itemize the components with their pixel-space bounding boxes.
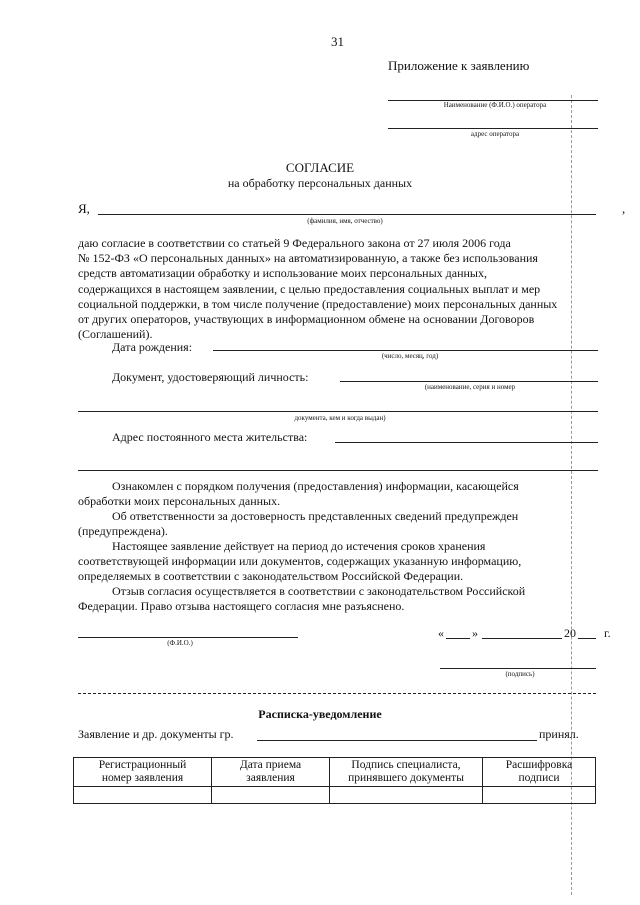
signature-caption: (подпись) (505, 670, 535, 678)
para-line: обработки моих персональных данных. (78, 494, 281, 509)
para-line: Ознакомлен с порядком получения (предоставления) информации, касающейся (112, 479, 519, 493)
para-line: (предупреждена). (78, 524, 168, 539)
id-document-caption: (наименование, серия и номер (424, 383, 516, 391)
address-label: Адрес постоянного места жительства: (112, 430, 308, 444)
id-document-line (340, 381, 598, 382)
date-month-line (482, 638, 562, 639)
comma: , (622, 201, 626, 216)
appendix-title: Приложение к заявлению (388, 58, 530, 73)
receipt-accepted: принял. (539, 727, 579, 741)
date-day-line (446, 638, 470, 639)
para-line: определяемых в соответствии с законодательством Российской Федерации. (78, 569, 464, 584)
table-header-row (74, 758, 596, 787)
receipt-title: Расписка-уведомление (258, 707, 382, 721)
validity-paragraph (78, 539, 598, 585)
para-line: Отзыв согласия осуществляется в соответствии с законодательством Российской (112, 584, 526, 598)
document-subtitle: на обработку персональных данных (227, 176, 413, 190)
acknowledgement-paragraph (78, 479, 598, 509)
table-cell (330, 787, 483, 804)
table-cell (74, 787, 212, 804)
birth-date-caption: (число, месяц, год) (381, 352, 439, 360)
header-date: Дата приема заявления (212, 758, 330, 787)
date-year-prefix: 20 (564, 626, 576, 640)
cut-line (78, 693, 596, 694)
date-year-suffix: г. (604, 626, 611, 640)
para-line: Федерации. Право отзыва настоящего согласия мне разъяснено. (78, 599, 405, 614)
full-name-line (98, 214, 596, 215)
header-decoding: Расшифровка подписи (483, 758, 596, 787)
para-line: соответствующей информации или документов, содержащих указанную информацию, (78, 554, 522, 569)
table-cell (483, 787, 596, 804)
table-cell (212, 787, 330, 804)
header-signature: Подпись специалиста, принявшего документы (330, 758, 483, 787)
receipt-table (73, 757, 596, 804)
address-line (335, 442, 598, 443)
address-line-2 (78, 470, 598, 471)
consent-line: даю согласие в соответствии со статьей 9 Федерального закона от 27 июля 2006 года (78, 236, 511, 250)
receipt-name-line (257, 740, 537, 741)
para-line: Об ответственности за достоверность представленных сведений предупрежден (112, 509, 519, 523)
date-year-line (578, 638, 596, 639)
consent-line: (Соглашений). (78, 327, 153, 342)
id-document-line-2 (78, 411, 598, 412)
consent-line: № 152-ФЗ «О персональных данных» на автоматизированную, а также без использования (78, 251, 538, 266)
operator-address-line (388, 128, 598, 129)
operator-name-caption: Наименование (Ф.И.О.) оператора (443, 101, 547, 109)
table-row (74, 787, 596, 804)
fio-caption: (Ф.И.О.) (167, 639, 193, 647)
id-document-label: Документ, удостоверяющий личность: (112, 370, 309, 384)
header-reg-number: Регистрационный номер заявления (74, 758, 212, 787)
signature-line (440, 668, 596, 669)
id-document-caption-2: документа, кем и когда выдан) (294, 414, 386, 422)
full-name-caption: (фамилия, имя, отчество) (307, 217, 383, 225)
revocation-paragraph (78, 584, 598, 614)
operator-address-caption: адрес оператора (470, 130, 520, 138)
para-line: Настоящее заявление действует на период до истечения сроков хранения (112, 539, 486, 553)
i-label: Я, (78, 201, 90, 216)
consent-line: социальной поддержки, в том числе получение (предоставление) моих персональных данных (78, 296, 558, 311)
page-number: 31 (331, 34, 344, 49)
birth-date-line (213, 350, 598, 351)
fio-signature-line (78, 637, 298, 638)
consent-line: средств автоматизации обработку и использование моих персональных данных, (78, 266, 487, 281)
consent-line: от других операторов, участвующих в информационном обмене на основании Договоров (78, 312, 535, 327)
consent-line: содержащихся в настоящем заявлении, с целью предоставления социальных выплат и мер (78, 281, 541, 296)
responsibility-paragraph (78, 509, 598, 539)
birth-date-label: Дата рождения: (112, 340, 193, 354)
consent-paragraph (78, 236, 598, 342)
receipt-text: Заявление и др. документы гр. (78, 727, 234, 741)
document-title: СОГЛАСИЕ (285, 160, 355, 175)
date-close-quote: » (472, 626, 478, 640)
date-open-quote: « (438, 626, 444, 640)
